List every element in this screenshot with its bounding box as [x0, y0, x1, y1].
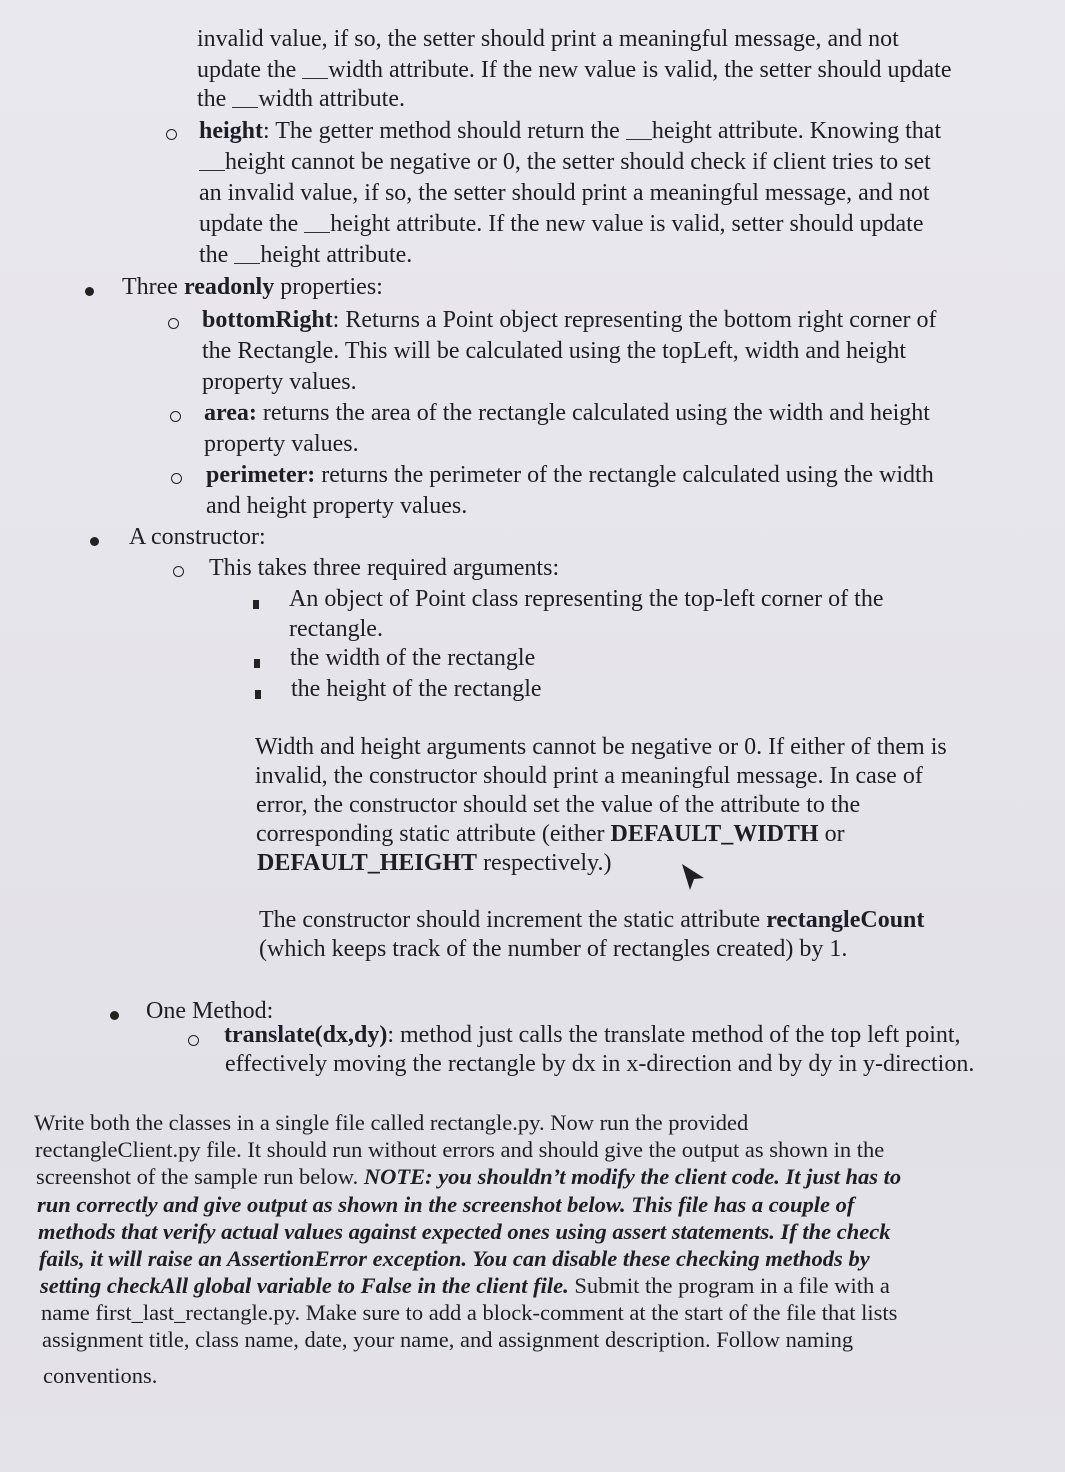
- text-line: [199, 116, 941, 146]
- term-area: area:: [204, 400, 257, 426]
- text-line: [38, 1217, 890, 1247]
- text-line: [206, 460, 934, 490]
- text-span: property values.: [202, 369, 357, 395]
- text-line: [122, 272, 383, 302]
- text-line: [39, 1244, 870, 1274]
- text-line: [289, 584, 883, 614]
- text-line: [40, 1271, 890, 1301]
- text-span: A constructor:: [129, 524, 266, 550]
- text-span: rectangle.: [289, 616, 383, 642]
- blank-underline: [232, 85, 258, 108]
- circle-bullet-icon: [166, 118, 177, 148]
- mouse-pointer-icon: [680, 862, 708, 894]
- text-line: [199, 240, 412, 270]
- text-span: height attribute. If the new value is valid, setter should update: [330, 211, 924, 237]
- text-span: the Rectangle. This will be calculated using the topLeft, width and height: [202, 338, 907, 364]
- blank-underline: [304, 210, 330, 233]
- blank-underline: [199, 148, 225, 171]
- text-span: name first_last_rectangle.py. Make sure to add a block-comment at the start of the file that lists: [41, 1300, 898, 1325]
- note-text: fails, it will raise an AssertionError exception. You can disable these checking methods by: [39, 1246, 870, 1271]
- text-line: [256, 819, 845, 849]
- text-line: [204, 398, 930, 428]
- text-line: [35, 1135, 884, 1165]
- term-rectanglecount: rectangleCount: [766, 907, 925, 933]
- text-line: [199, 209, 923, 239]
- text-span: invalid, the constructor should print a meaningful message. In case of: [255, 763, 923, 789]
- text-line: [259, 905, 924, 935]
- term-default-width: DEFAULT_WIDTH: [610, 821, 819, 847]
- term-bottomright: bottomRight: [202, 307, 333, 333]
- text-line: [255, 732, 947, 762]
- circle-bullet-icon: [168, 307, 179, 337]
- blank-underline: [302, 56, 328, 79]
- blank-underline: [626, 117, 652, 140]
- text-span: screenshot of the sample run below.: [36, 1164, 364, 1189]
- text-line: [202, 336, 906, 366]
- text-span: One Method:: [146, 998, 274, 1024]
- text-line: [37, 1190, 854, 1220]
- text-span: returns the perimeter of the rectangle calculated using the width: [315, 462, 934, 488]
- text-span: error, the constructor should set the value of the attribute to the: [256, 792, 861, 818]
- text-span: and height property values.: [206, 493, 468, 519]
- text-line: [206, 491, 467, 521]
- text-span: update the: [197, 57, 303, 83]
- text-span: width attribute.: [258, 86, 405, 112]
- term-translate: translate(dx,dy): [224, 1022, 388, 1048]
- text-line: [36, 1162, 901, 1192]
- disc-bullet-icon: [85, 274, 94, 304]
- text-line: [199, 147, 931, 177]
- text-span: : The getter method should return the: [263, 118, 626, 144]
- text-span: corresponding static attribute (either: [256, 821, 611, 847]
- text-span: rectangleClient.py file. It should run without errors and should give the output as shown in the: [35, 1137, 885, 1162]
- text-span: height attribute. Knowing that: [651, 118, 942, 144]
- text-span: height cannot be negative or 0, the setter should check if client tries to set: [225, 149, 931, 175]
- text-span: respectively.): [477, 850, 612, 876]
- note-text: methods that verify actual values against expected ones using assert statements. If the check: [38, 1219, 891, 1244]
- text-line: [225, 1049, 974, 1079]
- term-default-height: DEFAULT_HEIGHT: [257, 850, 478, 876]
- text-span: returns the area of the rectangle calculated using the width and height: [256, 400, 930, 426]
- text-span: the: [199, 242, 235, 268]
- circle-bullet-icon: [171, 462, 182, 492]
- text-span: conventions.: [43, 1363, 158, 1388]
- text-span: : Returns a Point object representing the bottom right corner of: [332, 307, 937, 333]
- text-span: property values.: [204, 431, 359, 457]
- text-span: An object of Point class representing the top-left corner of the: [289, 586, 884, 612]
- text-line: [255, 761, 923, 791]
- text-span: the width of the rectangle: [290, 645, 536, 671]
- text-line: [257, 848, 611, 878]
- text-span: or: [818, 821, 845, 847]
- text-line: [202, 305, 937, 335]
- text-line: [224, 1020, 961, 1050]
- text-line: [43, 1361, 157, 1391]
- text-span: (which keeps track of the number of rectangles created) by 1.: [259, 936, 848, 962]
- text-span: : method just calls the translate method of the top left point,: [387, 1022, 961, 1048]
- text-line: [202, 367, 357, 397]
- text-span: Width and height arguments cannot be negative or 0. If either of them is: [255, 734, 947, 760]
- blank-underline: [234, 241, 260, 264]
- circle-bullet-icon: [188, 1024, 199, 1054]
- text-line: [209, 553, 559, 583]
- text-line: [291, 674, 542, 704]
- text-line: [42, 1325, 853, 1355]
- text-line: [197, 84, 405, 114]
- text-span: effectively moving the rectangle by dx in x-direction and by dy in y-direction.: [225, 1051, 975, 1077]
- text-span: assignment title, class name, date, your name, and assignment description. Follow naming: [42, 1327, 854, 1352]
- note-text: run correctly and give output as shown in the screenshot below. This file has a couple of: [37, 1192, 855, 1217]
- text-line: [259, 934, 847, 964]
- circle-bullet-icon: [170, 400, 181, 430]
- square-bullet-icon: [254, 646, 260, 676]
- disc-bullet-icon: [110, 998, 119, 1028]
- text-line: [197, 24, 899, 54]
- text-span: Submit the program in a file with a: [568, 1273, 890, 1298]
- term-height: height: [199, 118, 264, 144]
- text-span: the: [197, 86, 233, 112]
- text-span: The constructor should increment the static attribute: [259, 907, 767, 933]
- text-span: Three: [122, 274, 184, 300]
- note-text: NOTE: you shouldn’t modify the client code. It just has to: [363, 1164, 902, 1189]
- text-line: [204, 429, 359, 459]
- square-bullet-icon: [253, 587, 259, 617]
- text-line: [289, 614, 383, 644]
- term-perimeter: perimeter:: [206, 462, 316, 488]
- text-span: width attribute. If the new value is valid, the setter should update: [328, 57, 952, 83]
- text-span: Write both the classes in a single file called rectangle.py. Now run the provided: [34, 1110, 749, 1135]
- text-span: an invalid value, if so, the setter should print a meaningful message, and not: [199, 180, 930, 206]
- square-bullet-icon: [255, 677, 261, 707]
- text-span: update the: [199, 211, 305, 237]
- note-text: setting checkAll global variable to False in the client file.: [40, 1273, 569, 1298]
- term-readonly: readonly: [183, 274, 275, 300]
- disc-bullet-icon: [90, 524, 99, 554]
- text-span: invalid value, if so, the setter should print a meaningful message, and not: [197, 26, 899, 52]
- text-line: [197, 55, 951, 85]
- text-span: This takes three required arguments:: [209, 555, 560, 581]
- text-line: [129, 522, 266, 552]
- text-line: [41, 1298, 897, 1328]
- text-span: properties:: [274, 274, 383, 300]
- text-span: height attribute.: [260, 242, 413, 268]
- text-line: [199, 178, 930, 208]
- circle-bullet-icon: [173, 555, 184, 585]
- text-line: [34, 1108, 748, 1138]
- text-line: [290, 643, 535, 673]
- text-line: [256, 790, 860, 820]
- text-span: the height of the rectangle: [291, 676, 542, 702]
